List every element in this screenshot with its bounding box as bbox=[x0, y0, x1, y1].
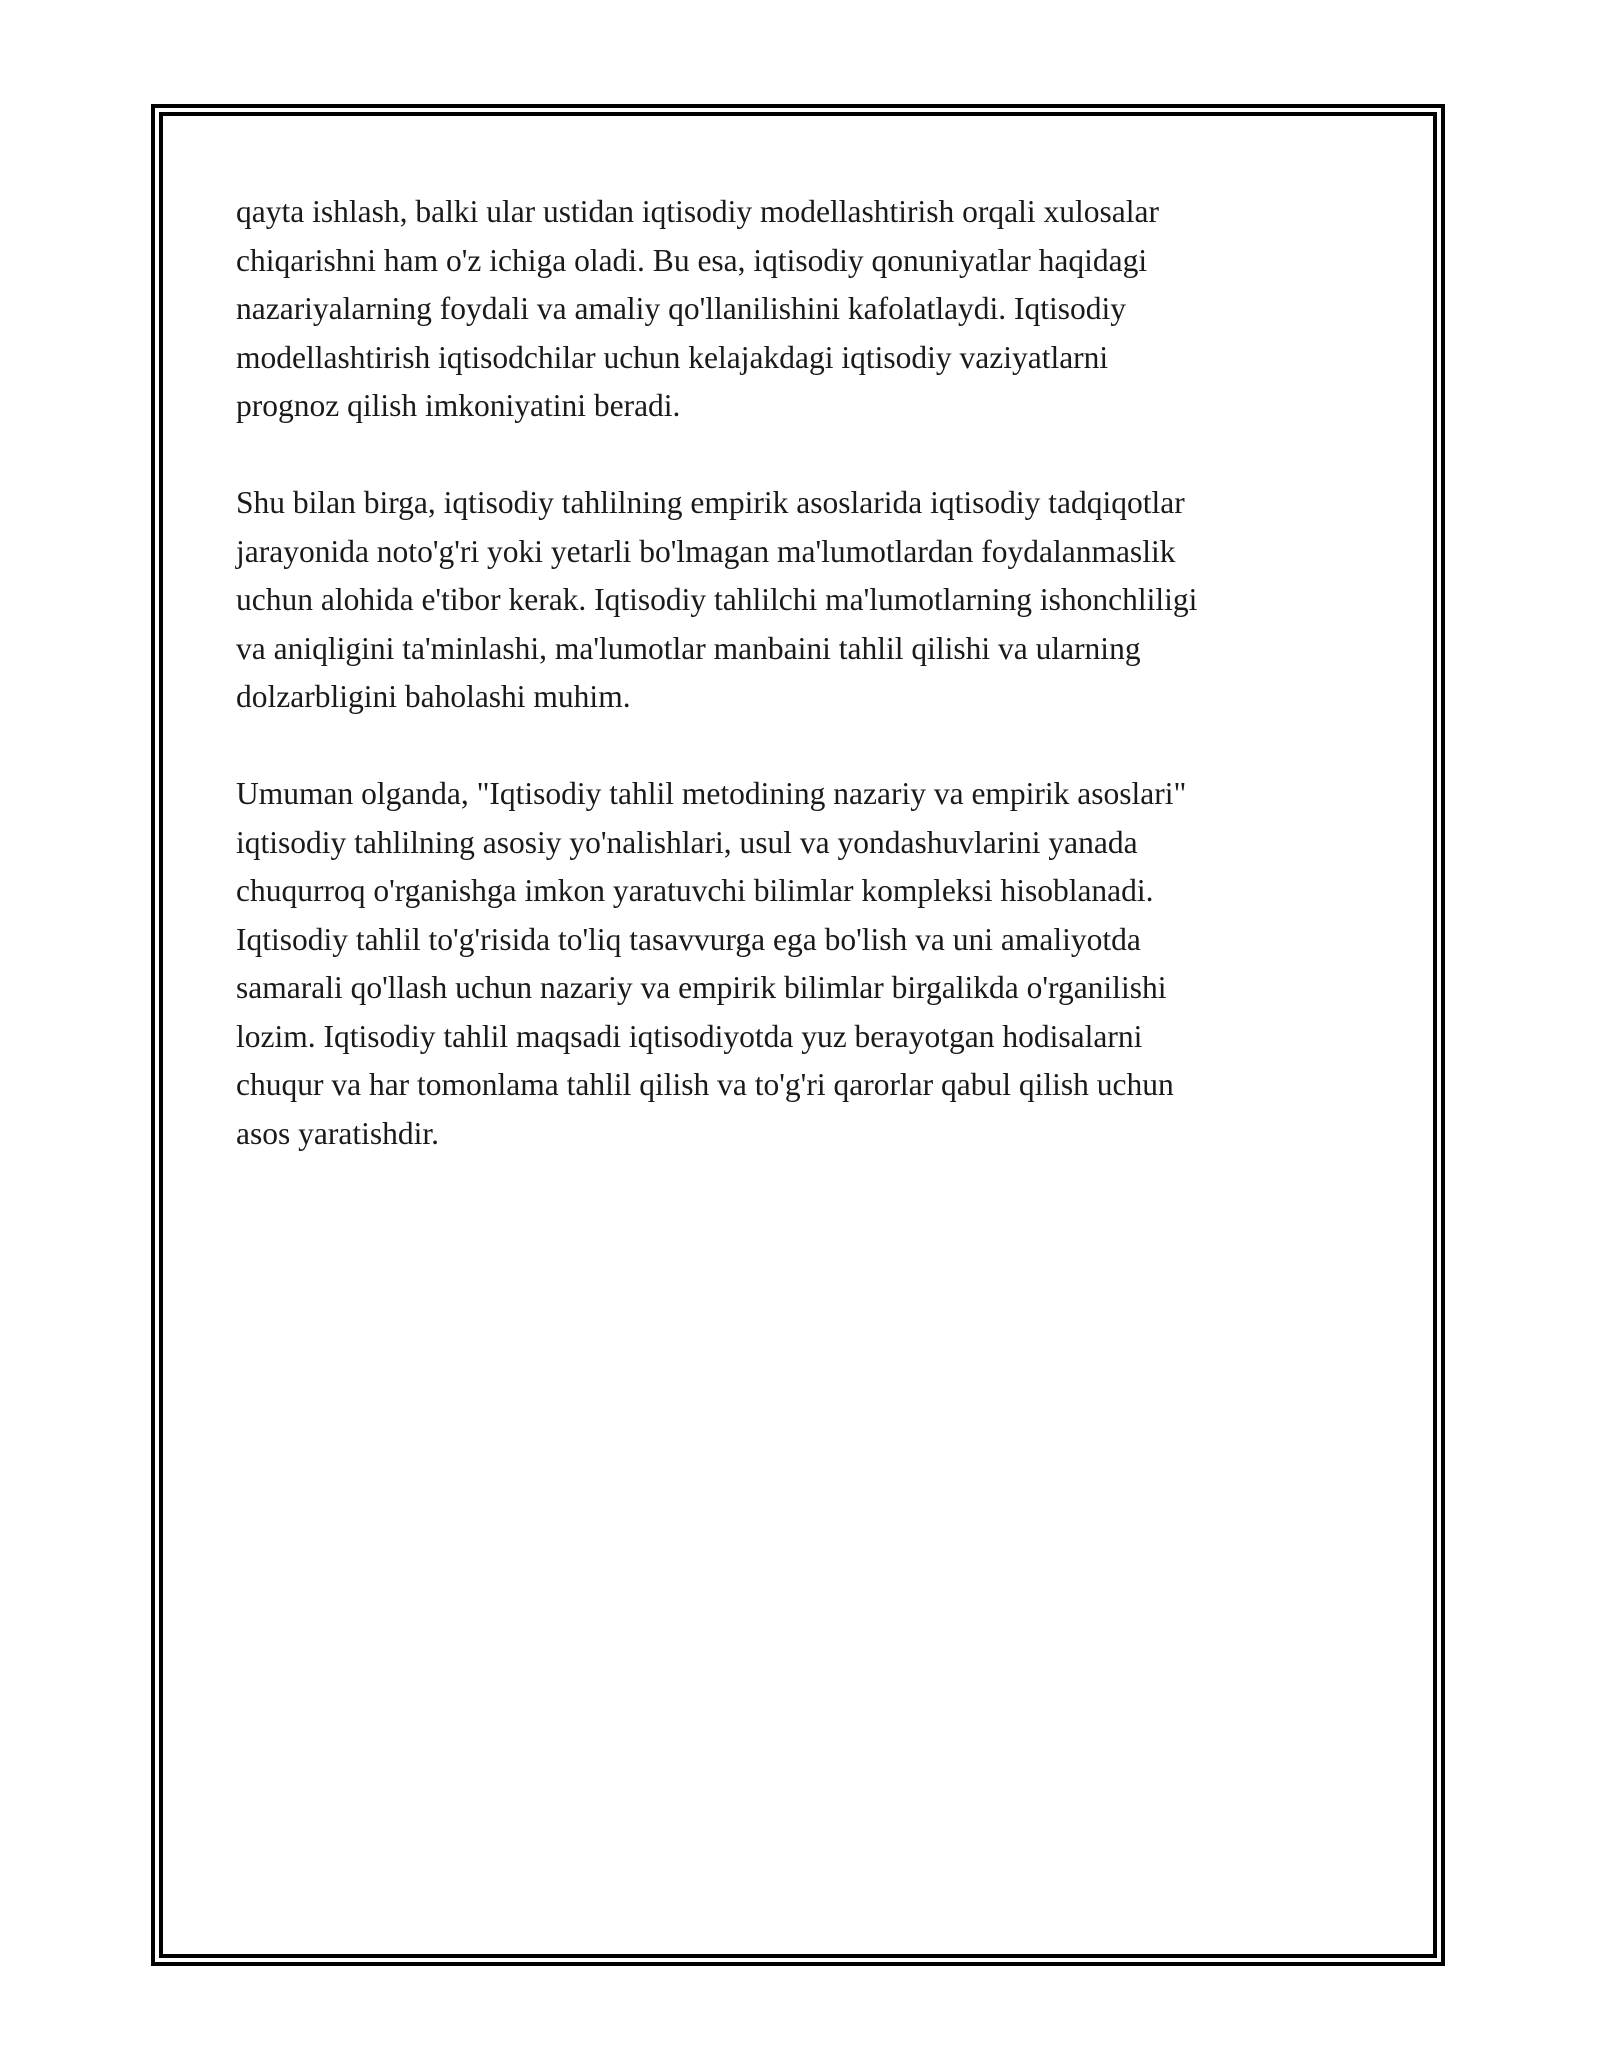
text-line: Umuman olganda, "Iqtisodiy tahlil metodining nazariy va empirik asoslari" bbox=[236, 776, 1187, 811]
text-line: modellashtirish iqtisodchilar uchun kelajakdagi iqtisodiy vaziyatlarni bbox=[236, 339, 1109, 375]
text-line: prognoz qilish imkoniyatini beradi. bbox=[236, 388, 681, 423]
paragraph-3 bbox=[236, 770, 1366, 1158]
paragraph-1 bbox=[236, 188, 1366, 431]
paragraph-2 bbox=[236, 479, 1366, 722]
text-line: uchun alohida e'tibor kerak. Iqtisodiy tahlilchi ma'lumotlarning ishonchliligi bbox=[236, 582, 1198, 617]
text-line: Shu bilan birga, iqtisodiy tahlilning empirik asoslarida iqtisodiy tadqiqotlar bbox=[236, 485, 1185, 520]
text-line: asos yaratishdir. bbox=[236, 1115, 439, 1151]
text-line: dolzarbligini baholashi muhim. bbox=[236, 679, 631, 714]
text-line: chuqur va har tomonlama tahlil qilish va to'g'ri qarorlar qabul qilish uchun bbox=[236, 1067, 1174, 1102]
text-line: chuqurroq o'rganishga imkon yaratuvchi bilimlar kompleksi hisoblanadi. bbox=[236, 873, 1154, 908]
text-line: chiqarishni ham o'z ichiga oladi. Bu esa, iqtisodiy qonuniyatlar haqidagi bbox=[236, 242, 1148, 278]
text-line: jarayonida noto'g'ri yoki yetarli bo'lmagan ma'lumotlardan foydalanmaslik bbox=[236, 533, 1176, 569]
text-line: nazariyalarning foydali va amaliy qo'llanilishini kafolatlaydi. Iqtisodiy bbox=[236, 291, 1127, 326]
document-body bbox=[236, 188, 1366, 1207]
text-line: iqtisodiy tahlilning asosiy yo'nalishlari, usul va yondashuvlarini yanada bbox=[236, 824, 1138, 860]
text-line: qayta ishlash, balki ular ustidan iqtisodiy modellashtirish orqali xulosalar bbox=[236, 194, 1159, 229]
text-line: lozim. Iqtisodiy tahlil maqsadi iqtisodiyotda yuz berayotgan hodisalarni bbox=[236, 1018, 1143, 1054]
text-line: va aniqligini ta'minlashi, ma'lumotlar manbaini tahlil qilishi va ularning bbox=[236, 630, 1141, 666]
text-line: Iqtisodiy tahlil to'g'risida to'liq tasavvurga ega bo'lish va uni amaliyotda bbox=[236, 921, 1141, 957]
text-line: samarali qo'llash uchun nazariy va empirik bilimlar birgalikda o'rganilishi bbox=[236, 970, 1167, 1005]
